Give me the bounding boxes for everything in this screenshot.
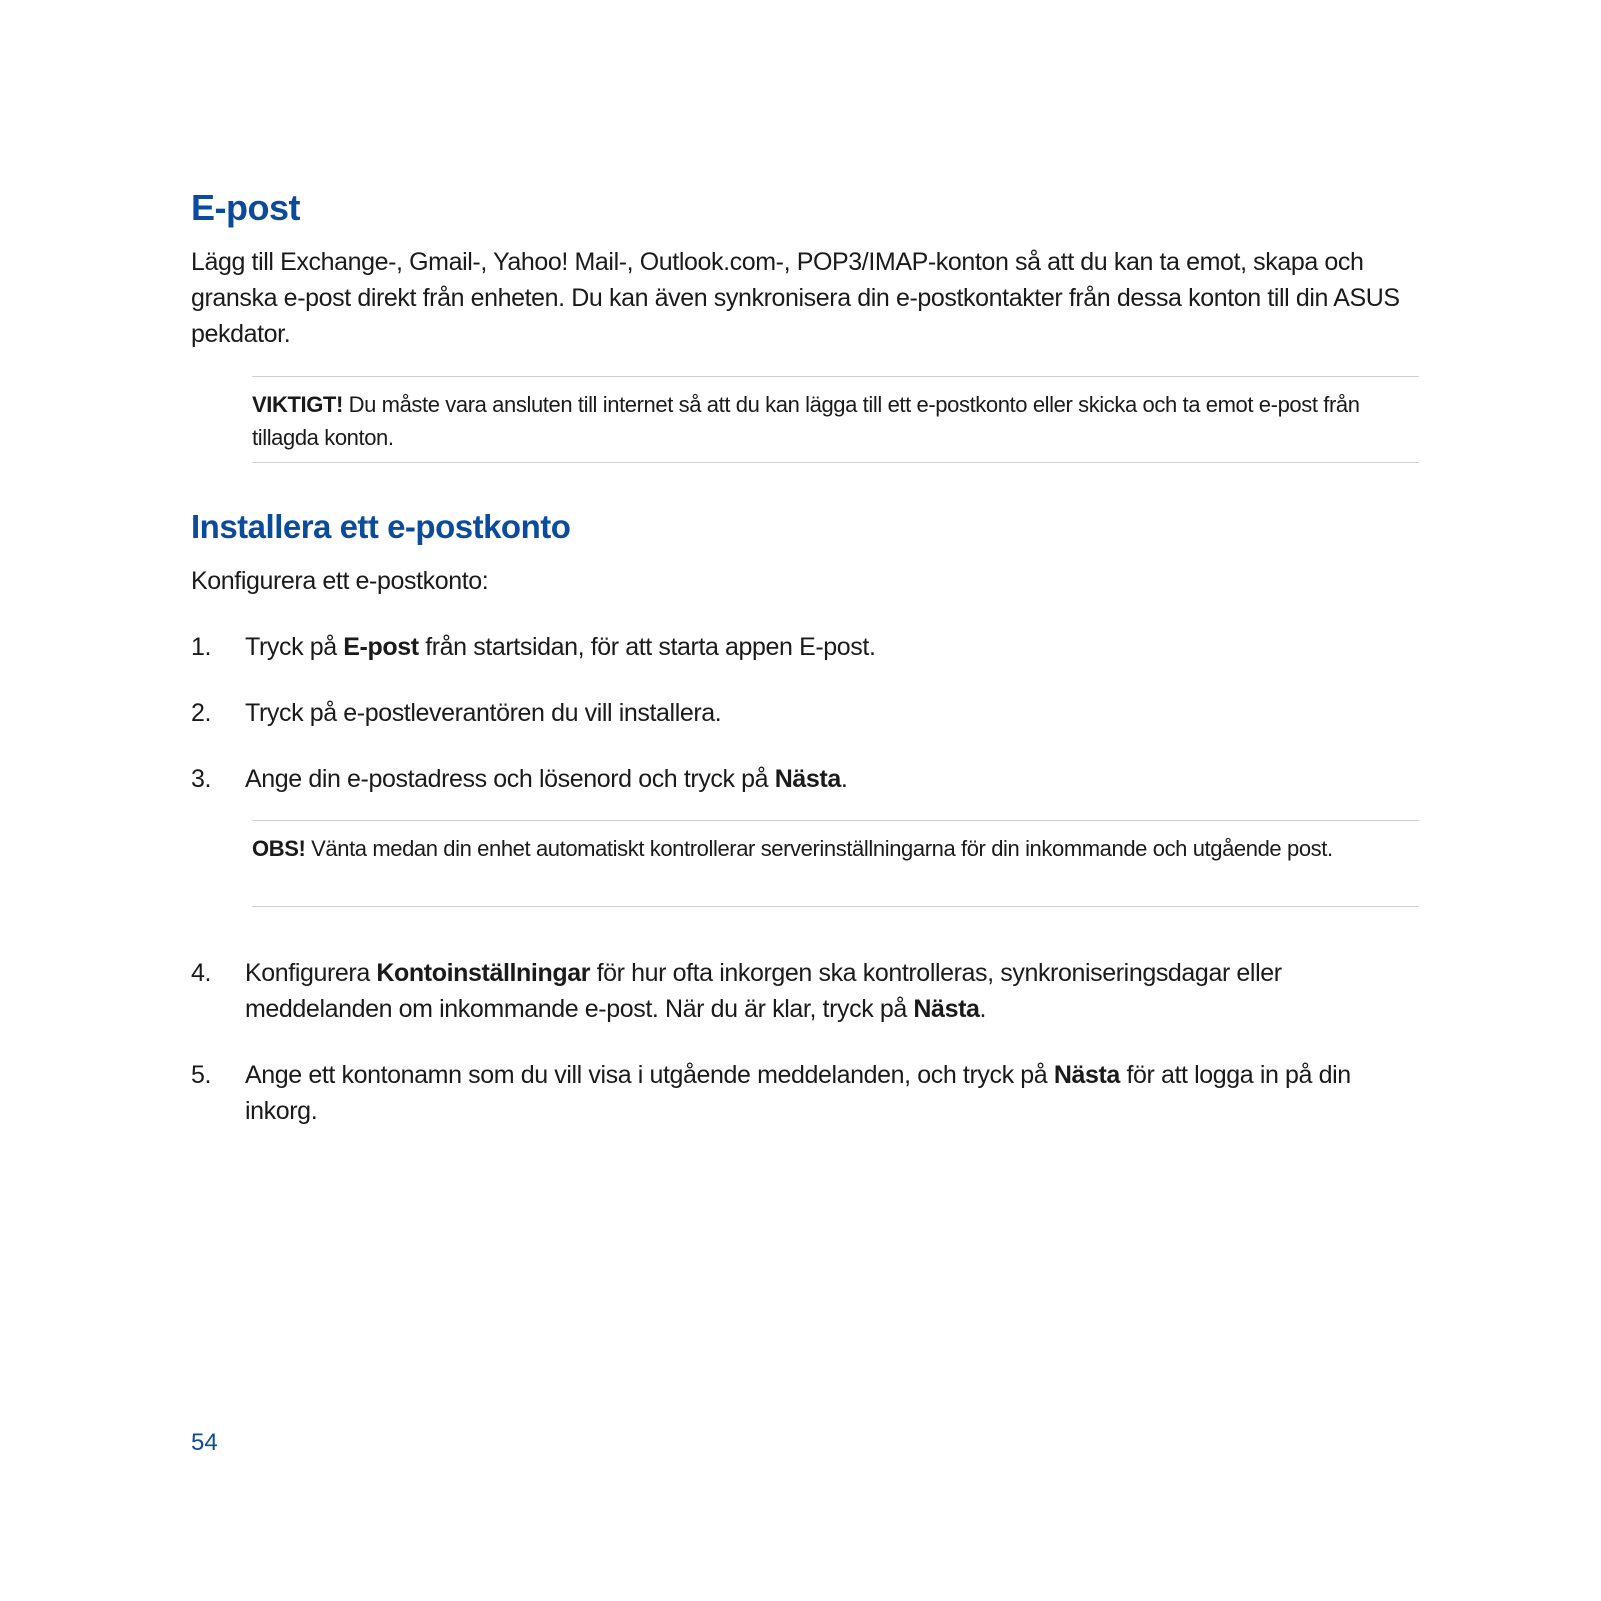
step-text	[245, 761, 1421, 797]
step-number: 1.	[191, 633, 212, 661]
step-text-before: Konfigurera	[245, 959, 377, 987]
step-text-before: Ange din e-postadress och lösenord och tryck på	[245, 765, 775, 793]
important-note-label: VIKTIGT!	[252, 392, 343, 417]
step-text-after: .	[979, 995, 987, 1023]
subsection-title: Installera ett e-postkonto	[191, 508, 571, 545]
obs-note	[252, 820, 1419, 907]
important-note-text: Du måste vara ansluten till internet så att du kan lägga till ett e-postkonto eller skicka och ta emot e-post från tillagda konton.	[252, 392, 1360, 450]
step-text	[245, 629, 1421, 665]
step-text	[245, 1057, 1421, 1129]
page-number: 54	[191, 1429, 218, 1456]
step-number: 2.	[191, 699, 212, 727]
step-number: 3.	[191, 765, 212, 793]
section-intro: Lägg till Exchange-, Gmail-, Yahoo! Mail-, Outlook.com-, POP3/IMAP-konton så att du kan ta emot, skapa och granska e-post direkt från enheten. Du kan även synkronisera din e-postkontakter från dessa konton till din ASUS pekdator.	[191, 248, 1400, 348]
step-text-bold: E-post	[343, 633, 419, 661]
step-text-before: Tryck på	[245, 633, 344, 661]
step-text-before: Ange ett kontonamn som du vill visa i utgående meddelanden, och tryck på	[245, 1061, 1054, 1089]
step-number: 5.	[191, 1061, 212, 1089]
step-text-after: från startsidan, för att starta appen E-post.	[418, 633, 876, 661]
step-text: Tryck på e-postleverantören du vill installera.	[245, 699, 722, 727]
section-title: E-post	[191, 187, 300, 228]
step-text-bold: Kontoinställningar	[376, 959, 591, 987]
step-text-after: för att logga in på din inkorg.	[245, 1061, 1351, 1125]
step-text-after: .	[840, 765, 848, 793]
step-text-middle: för hur ofta inkorgen ska kontrolleras, synkroniseringsdagar eller meddelanden om inkommande e-post. När du är klar, tryck på	[245, 959, 1282, 1023]
obs-note-text: Vänta medan din enhet automatiskt kontrollerar serverinställningarna för din inkommande och utgående post.	[305, 836, 1333, 861]
step-text	[245, 955, 1421, 1027]
step-text-bold-2: Nästa	[913, 995, 980, 1023]
important-note	[252, 376, 1419, 463]
step-text-bold: Nästa	[1053, 1061, 1120, 1089]
step-number: 4.	[191, 959, 212, 987]
step-text-bold: Nästa	[774, 765, 841, 793]
subsection-lead: Konfigurera ett e-postkonto:	[191, 567, 489, 595]
obs-note-label: OBS!	[252, 836, 306, 861]
